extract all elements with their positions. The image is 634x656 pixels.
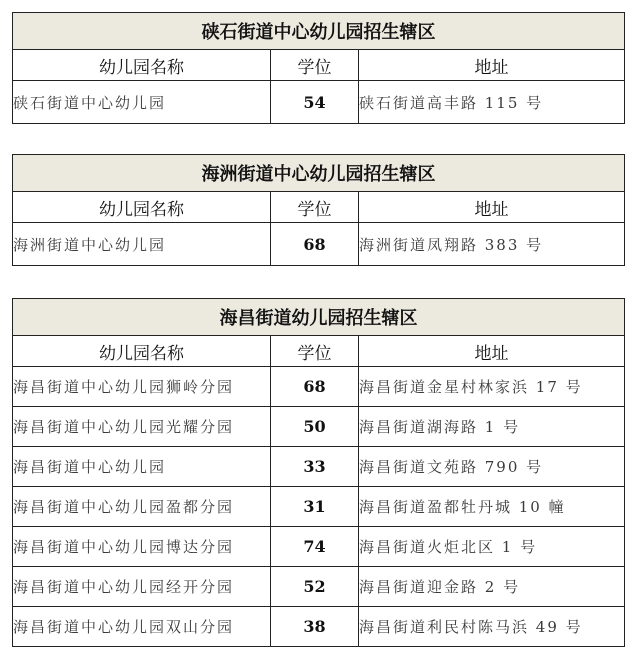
table-row — [13, 607, 625, 647]
kindergarten-address: 海昌街道湖海路 1 号 — [359, 407, 625, 447]
kindergarten-name: 硖石街道中心幼儿园 — [13, 81, 271, 124]
column-header-address: 地址 — [359, 336, 625, 367]
seat-count: 74 — [271, 527, 359, 567]
seat-count: 52 — [271, 567, 359, 607]
zone-table-xiashi — [12, 12, 625, 124]
table-row — [13, 487, 625, 527]
column-header-address: 地址 — [359, 50, 625, 81]
column-header-seats: 学位 — [271, 50, 359, 81]
column-header-name: 幼儿园名称 — [13, 192, 271, 223]
table-row — [13, 447, 625, 487]
kindergarten-name: 海昌街道中心幼儿园双山分园 — [13, 607, 271, 647]
seat-count: 68 — [271, 223, 359, 266]
kindergarten-address: 海昌街道迎金路 2 号 — [359, 567, 625, 607]
kindergarten-name: 海洲街道中心幼儿园 — [13, 223, 271, 266]
kindergarten-address: 海昌街道盈都牡丹城 10 幢 — [359, 487, 625, 527]
kindergarten-name: 海昌街道中心幼儿园博达分园 — [13, 527, 271, 567]
kindergarten-name: 海昌街道中心幼儿园狮岭分园 — [13, 367, 271, 407]
zone-table-haizhou — [12, 154, 625, 266]
table-row — [13, 407, 625, 447]
seat-count: 31 — [271, 487, 359, 527]
kindergarten-address: 海昌街道文苑路 790 号 — [359, 447, 625, 487]
seat-count: 54 — [271, 81, 359, 124]
seat-count: 38 — [271, 607, 359, 647]
column-header-seats: 学位 — [271, 192, 359, 223]
kindergarten-name: 海昌街道中心幼儿园光耀分园 — [13, 407, 271, 447]
kindergarten-address: 海昌街道火炬北区 1 号 — [359, 527, 625, 567]
column-header-name: 幼儿园名称 — [13, 50, 271, 81]
table-row — [13, 367, 625, 407]
table-row — [13, 567, 625, 607]
kindergarten-name: 海昌街道中心幼儿园 — [13, 447, 271, 487]
kindergarten-address: 硖石街道高丰路 115 号 — [359, 81, 625, 124]
seat-count: 50 — [271, 407, 359, 447]
zone-title: 海昌街道幼儿园招生辖区 — [13, 299, 625, 336]
kindergarten-address: 海昌街道金星村林家浜 17 号 — [359, 367, 625, 407]
table-row — [13, 223, 625, 266]
table-row — [13, 81, 625, 124]
seat-count: 33 — [271, 447, 359, 487]
column-header-seats: 学位 — [271, 336, 359, 367]
zone-title: 硖石街道中心幼儿园招生辖区 — [13, 13, 625, 50]
kindergarten-address: 海昌街道利民村陈马浜 49 号 — [359, 607, 625, 647]
kindergarten-address: 海洲街道凤翔路 383 号 — [359, 223, 625, 266]
zone-table-haichang — [12, 298, 625, 647]
table-row — [13, 527, 625, 567]
kindergarten-name: 海昌街道中心幼儿园经开分园 — [13, 567, 271, 607]
seat-count: 68 — [271, 367, 359, 407]
zone-title: 海洲街道中心幼儿园招生辖区 — [13, 155, 625, 192]
column-header-address: 地址 — [359, 192, 625, 223]
column-header-name: 幼儿园名称 — [13, 336, 271, 367]
kindergarten-name: 海昌街道中心幼儿园盈都分园 — [13, 487, 271, 527]
